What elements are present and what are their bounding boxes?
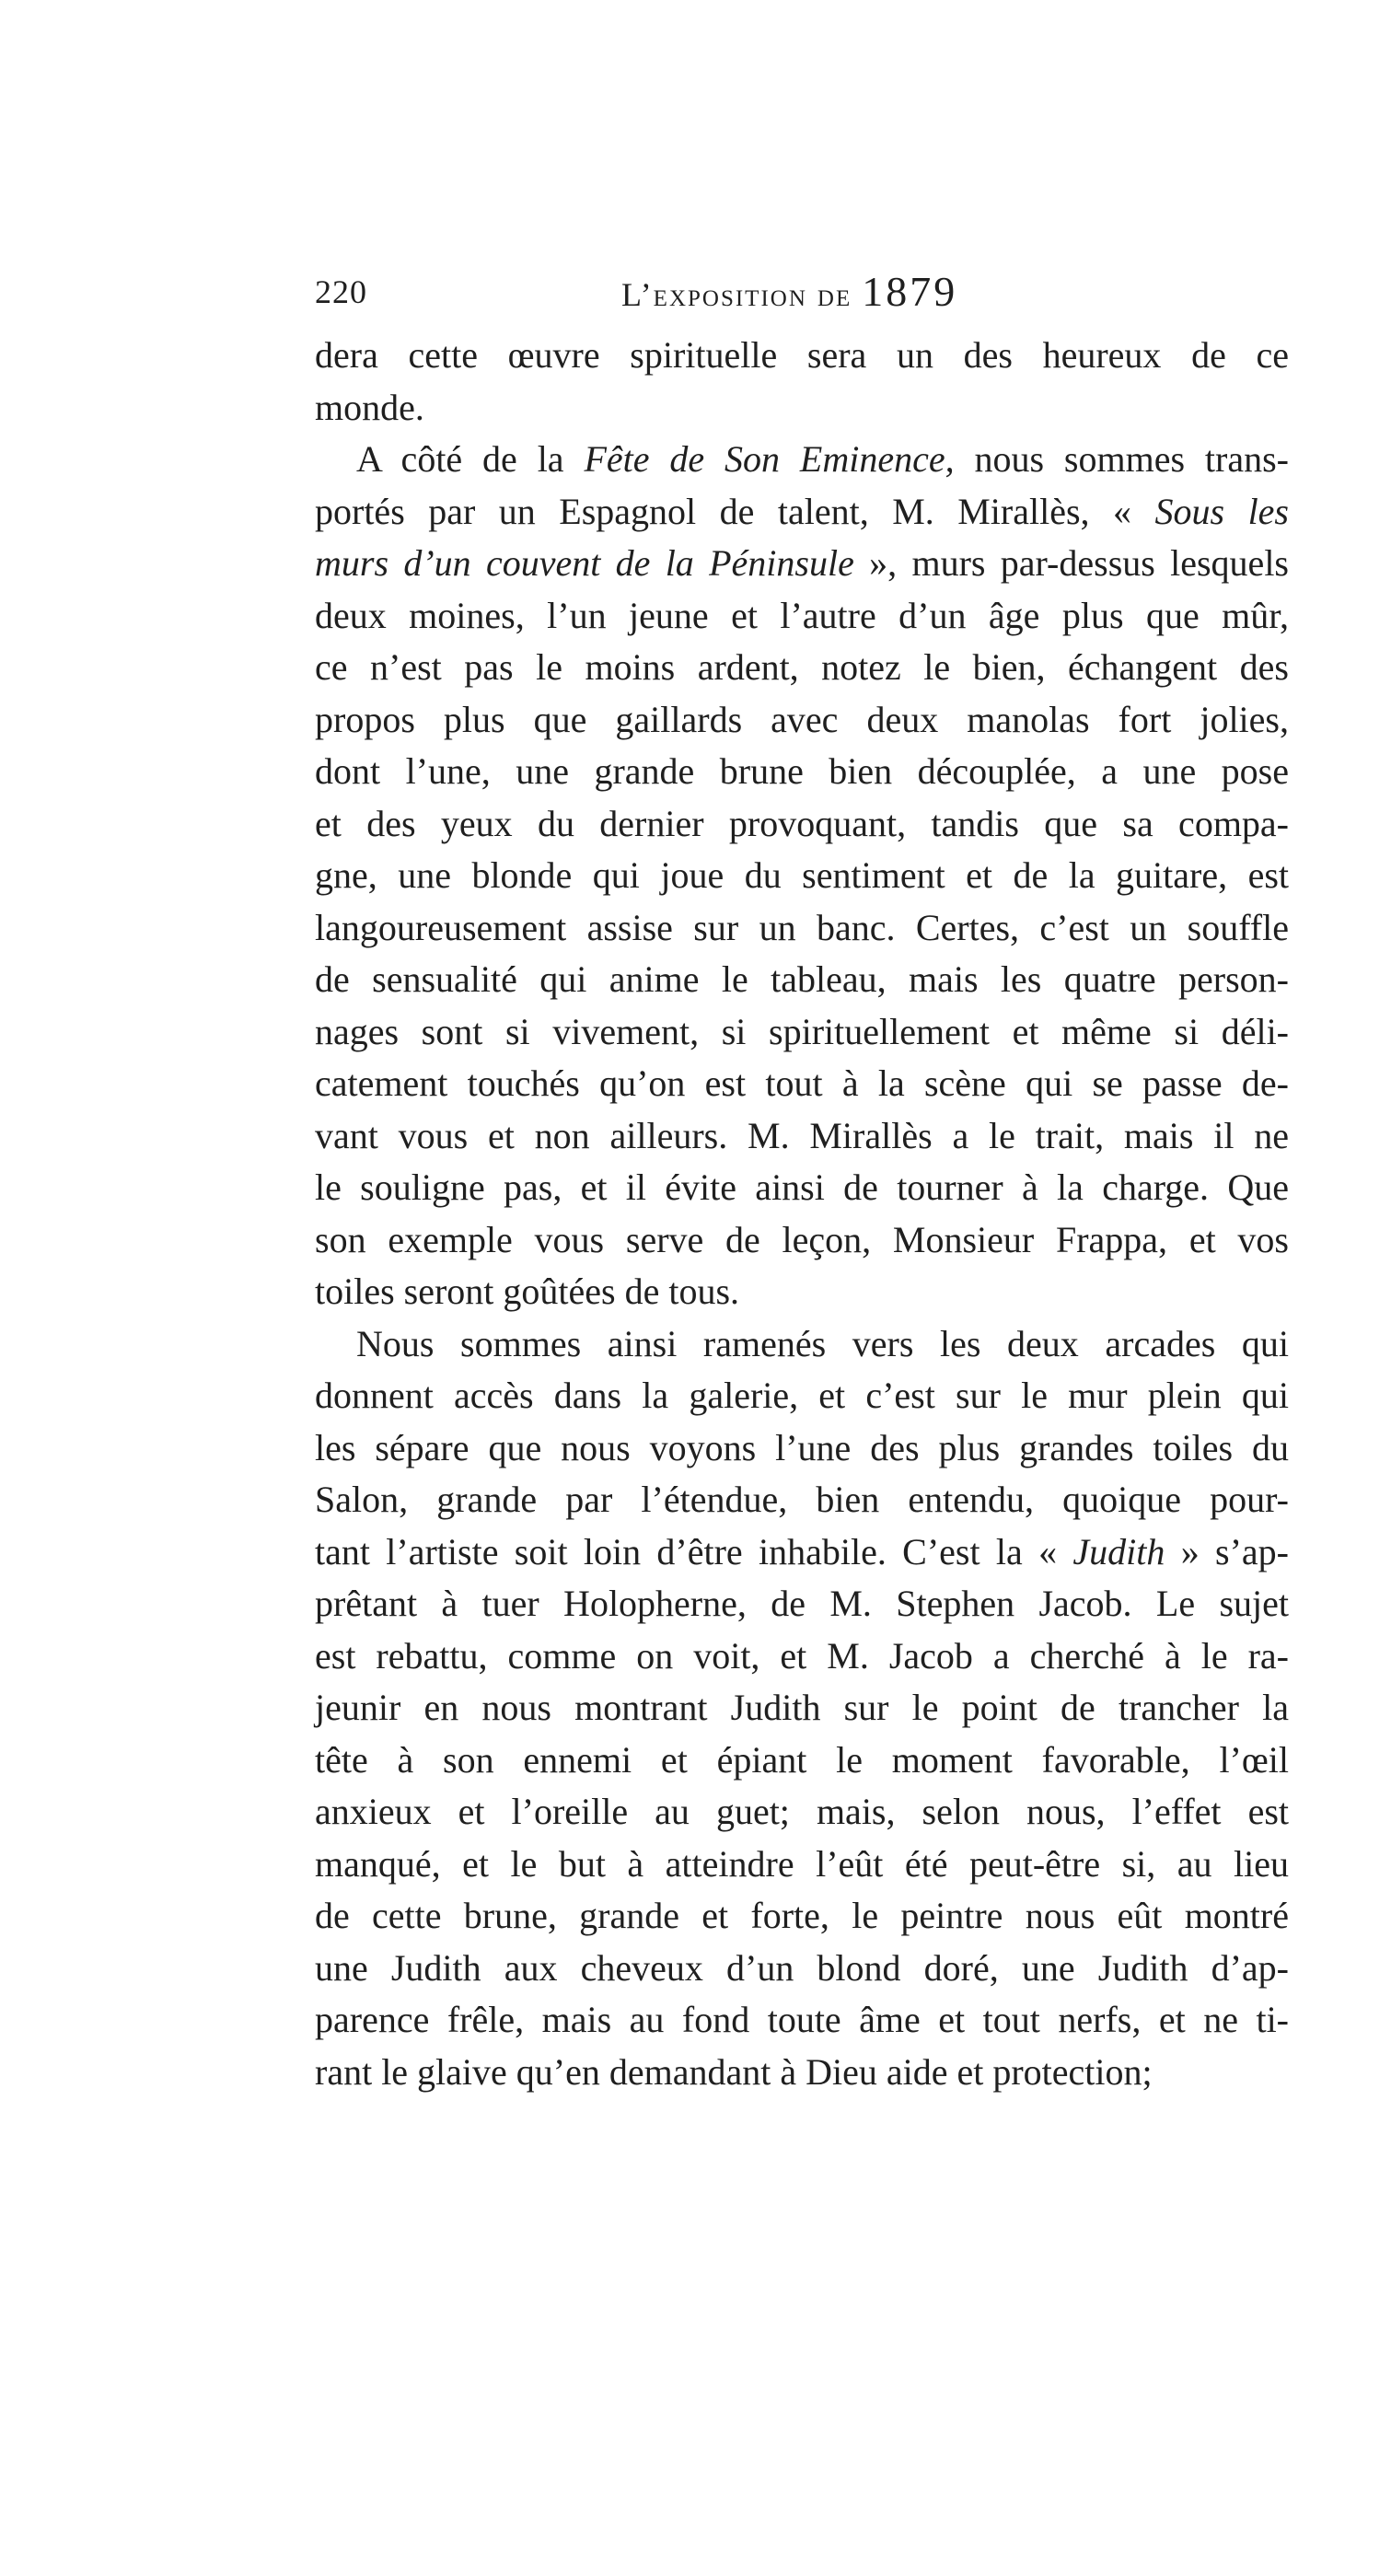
running-head-title: L’exposition de [621,276,852,313]
text-segment: parence frêle, mais au fond toute âme et tout nerfs, et ne ti- [315,1999,1289,2040]
text-segment: une Judith aux cheveux d’un blond doré, une Judith d’ap- [315,1946,1289,1989]
text-segment: prêtant à tuer Holopherne, de M. Stephen Jacob. Le sujet [315,1583,1289,1624]
text-segment-italic: Judith [1072,1530,1165,1572]
text-segment: nages sont si vivement, si spirituellement et même si déli- [315,1010,1289,1052]
text-line [315,434,1289,486]
body-text [315,330,1289,2098]
text-segment: » s’ap- [1165,1530,1289,1572]
text-line [315,798,1289,851]
text-segment: tant l’artiste soit loin d’être inhabile. C’est la « [315,1530,1073,1572]
text-line [315,2047,1289,2099]
text-line [315,1890,1289,1943]
text-line [315,486,1289,539]
text-segment: dera cette œuvre spirituelle sera un des heureux de ce [315,334,1289,376]
text-segment: toiles seront goûtées de tous. [315,1271,740,1312]
text-segment: Salon, grande par l’étendue, bien entendu, quoique pour- [315,1479,1289,1520]
text-segment: jeunir en nous montrant Judith sur le point de trancher la [315,1687,1289,1728]
text-segment: et des yeux du dernier provoquant, tandis que sa compa- [315,802,1289,844]
text-line [315,902,1289,955]
page-header [315,269,1289,315]
text-segment: ce n’est pas le moins ardent, notez le bien, échangent des [315,646,1289,688]
text-line [315,1058,1289,1110]
text-line [315,1994,1289,2047]
text-segment: tête à son ennemi et épiant le moment favorable, l’œil [315,1738,1289,1781]
running-head-year: 1879 [862,268,958,315]
text-segment: de sensualité qui anime le tableau, mais les quatre person- [315,958,1289,1000]
text-segment: nous sommes trans- [954,438,1290,480]
text-segment: deux moines, l’un jeune et l’autre d’un âge plus que mûr, [315,594,1289,636]
text-line [315,1318,1289,1371]
text-line [315,694,1289,747]
text-line [315,954,1289,1006]
text-line [315,1526,1289,1579]
text-segment: les sépare que nous voyons l’une des plus grandes toiles du [315,1426,1289,1468]
text-segment: manqué, et le but à atteindre l’eût été peut-être si, au lieu [315,1842,1289,1885]
text-segment: catement touchés qu’on est tout à la scène qui se passe de- [315,1062,1289,1104]
text-line [315,1266,1289,1318]
text-segment: vant vous et non ailleurs. M. Mirallès a le trait, mais il ne [315,1114,1289,1156]
text-line [315,850,1289,902]
text-segment: donnent accès dans la galerie, et c’est sur le mur plein qui [315,1375,1289,1416]
text-segment: », murs par-dessus lesquels [853,542,1289,584]
text-line [315,1110,1289,1163]
text-segment: portés par un Espagnol de talent, M. Mirallès, « [315,490,1155,532]
page-number: 220 [315,273,367,310]
text-line [315,1943,1289,1995]
text-line [315,1839,1289,1891]
text-line [315,746,1289,798]
text-segment-italic: Sous les [1154,490,1289,532]
text-line [315,1578,1289,1630]
text-line [315,1006,1289,1059]
text-segment: le souligne pas, et il évite ainsi de tourner à la charge. Que [315,1166,1289,1208]
text-segment: est rebattu, comme on voit, et M. Jacob a cherché à le ra- [315,1634,1289,1677]
text-line [315,1682,1289,1735]
text-segment: anxieux et l’oreille au guet; mais, selon nous, l’effet est [315,1791,1289,1832]
text-segment: Nous sommes ainsi ramenés vers les deux arcades qui [356,1322,1289,1364]
text-line [315,590,1289,643]
text-line [315,1474,1289,1526]
text-segment: A côté de la [356,438,585,480]
text-line [315,1162,1289,1214]
text-segment: gne, une blonde qui joue du sentiment et de la guitare, est [315,854,1289,896]
text-segment: dont l’une, une grande brune bien découplée, a une pose [315,750,1289,792]
text-line [315,538,1289,590]
text-line [315,1370,1289,1422]
text-line [315,1630,1289,1683]
text-segment: rant le glaive qu’en demandant à Dieu aide et protection; [315,2050,1153,2093]
text-line [315,642,1289,694]
text-segment: monde. [315,386,424,428]
text-segment: langoureusement assise sur un banc. Certes, c’est un souffle [315,906,1289,948]
text-line [315,330,1289,382]
text-line [315,1786,1289,1839]
text-segment: son exemple vous serve de leçon, Monsieur Frappa, et vos [315,1218,1289,1260]
text-segment-italic: murs d’un couvent de la Péninsule [315,542,854,584]
text-segment: de cette brune, grande et forte, le peintre nous eût montré [315,1895,1289,1936]
running-head [621,269,957,318]
text-line [315,1214,1289,1267]
text-line [315,1422,1289,1475]
text-line [315,382,1289,435]
text-segment-italic: Fête de Son Eminence, [584,438,955,480]
text-line [315,1735,1289,1787]
text-segment: propos plus que gaillards avec deux manolas fort jolies, [315,698,1289,740]
